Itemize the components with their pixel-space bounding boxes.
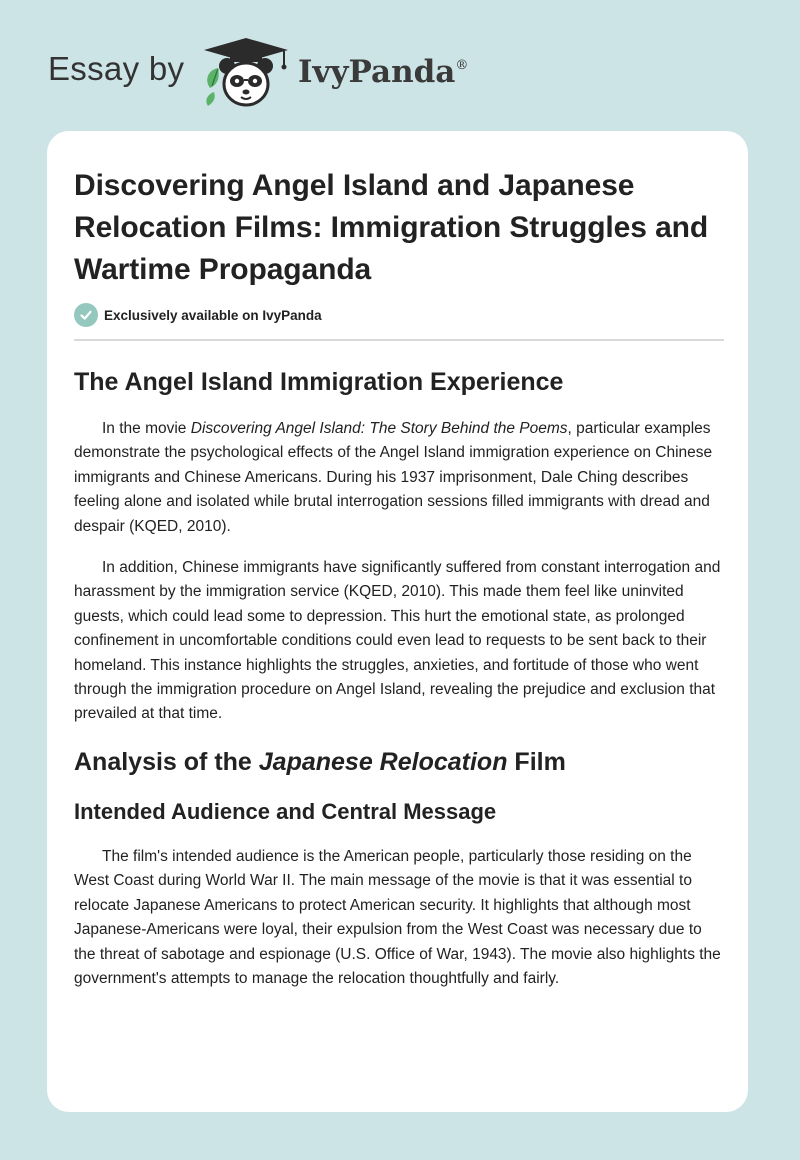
brand-prefix: Essay by [48, 50, 185, 87]
badge-label: Exclusively available on IvyPanda [104, 307, 322, 323]
divider [74, 339, 724, 341]
brand-name[interactable]: IvyPanda® [298, 54, 469, 90]
exclusive-badge [74, 301, 724, 329]
panda-logo-icon[interactable] [200, 36, 292, 110]
paragraph: In the movie Discovering Angel Island: The Story Behind the Poems, particular examples demonstrate the psychological effects of the Angel Island immigration experience on Chinese immigrants and Chinese Americans. During his 1937 imprisonment, Dale Ching describes feeling alone and isolated while brutal interrogation sessions filled immigrants with dread and despair (KQED, 2010). [74, 420, 713, 535]
essay-title: Discovering Angel Island and Japanese Relocation Films: Immigration Struggles and Wartime Propaganda [74, 169, 709, 286]
section-heading-angel-island: The Angel Island Immigration Experience [74, 368, 564, 396]
check-circle-icon [74, 303, 98, 327]
subsection-heading: Intended Audience and Central Message [74, 798, 497, 824]
essay-card [47, 131, 748, 1112]
paragraph: In addition, Chinese immigrants have significantly suffered from constant interrogation and harassment by the immigration service (KQED, 2010). This made them feel like uninvited guests, which could lead some to depression. This hurt the emotional state, as prolonged confinement in uncomfortable conditions could even lead to requests to be sent back to their homeland. This instance highlights the struggles, anxieties, and fortitude of those who went through the immigration procedure on Angel Island, revealing the prejudice and exclusion that prevailed at that time. [74, 559, 721, 723]
essay-content [74, 165, 724, 991]
section-heading-japanese-relocation: Analysis of the Japanese Relocation Film [74, 747, 566, 776]
site-header [0, 0, 800, 130]
paragraph: The film's intended audience is the American people, particularly those residing on the West Coast during World War II. The main message of the movie is that it was essential to relocate Japanese Americans to protect American security. It highlights that although most Japanese-Americans were loyal, their expulsion from the West Coast was necessary due to the threat of sabotage and espionage (U.S. Office of War, 1943). The movie also highlights the government's attempts to manage the relocation thoughtfully and fairly. [74, 847, 721, 987]
